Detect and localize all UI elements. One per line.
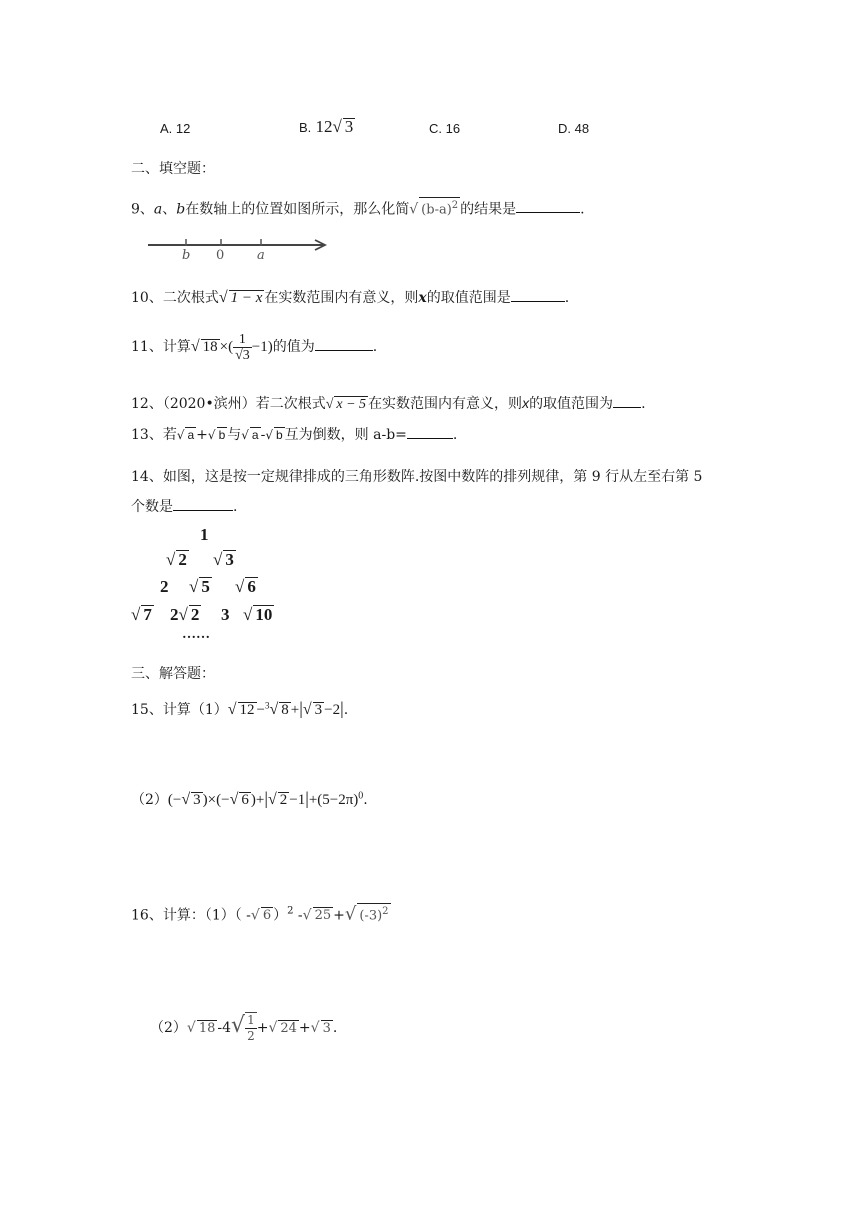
question-10: 10、二次根式√ 1 − x 在实数范围内有意义，则x的取值范围是 . <box>131 289 570 306</box>
q9-var-b: b <box>176 201 186 218</box>
q15-r2: 8 <box>281 702 289 718</box>
q16-r3-wrap: $(-3)^2$ <box>357 903 390 923</box>
q15-p2-exp: 0 <box>358 790 364 802</box>
option-b-label: B. <box>299 120 312 135</box>
axis-label-zero: 0 <box>216 248 225 263</box>
q11-radicand: 18 <box>202 339 218 355</box>
triangle-row4-item3: 3 <box>221 605 230 624</box>
q16-r2: 25 <box>314 908 332 924</box>
q11-number: 11、计算 <box>131 339 191 355</box>
q15-minus2: −2 <box>324 702 341 718</box>
question-13: 13、若√ a +√ b 与√ a -√ b 互为倒数，则 a-b= . <box>131 427 458 443</box>
q9-text2: 的结果是 <box>460 201 517 218</box>
option-b-coef: 12 <box>315 117 333 136</box>
q9-number: 9、 <box>131 201 154 218</box>
q11-fraction: $\frac{1}{√3}$ <box>235 331 250 363</box>
question-12: 12、（2020•滨州）若二次根式√ x − 5 在实数范围内有意义，则x的取值范围为 . <box>131 395 646 412</box>
q15-p2-b: )×(− <box>202 792 230 808</box>
axis-label-a: a <box>257 248 265 263</box>
q11-times: ×( <box>219 339 234 355</box>
q16-r1: 6 <box>262 908 272 924</box>
q15-minus: − <box>256 702 265 718</box>
q15-plus: + <box>290 702 300 718</box>
q10-end: . <box>564 290 570 306</box>
number-line <box>145 236 335 266</box>
section-title-solve: 三、解答题： <box>131 666 215 682</box>
q15-p2-r2: 6 <box>241 792 249 808</box>
q9-radicand: $(b-a)^2$ <box>419 197 460 217</box>
q13-end: . <box>452 427 458 443</box>
q9-answer-blank[interactable] <box>516 200 580 213</box>
q10-answer-blank[interactable] <box>511 289 565 302</box>
q13-plus: + <box>196 427 208 443</box>
q16-p2-r3: 3 <box>322 1021 331 1036</box>
option-a: A. 12 <box>160 121 191 136</box>
q12-text3: 的取值范围为 <box>529 396 614 412</box>
question-11: 11、计算√ 18 ×( $\frac{1}{√3}$ −1)的值为 . <box>131 331 378 363</box>
q12-var: x <box>522 395 530 411</box>
axis-label-b: b <box>182 248 191 263</box>
triangle-row3-item1: 2 <box>160 577 169 596</box>
q11-end: . <box>372 339 378 355</box>
q15-label: 15、计算（1） <box>131 702 228 718</box>
q11-answer-blank[interactable] <box>315 338 373 351</box>
triangle-row4-item2: 2√ 2 <box>170 605 200 624</box>
q16-plus: + <box>333 907 345 924</box>
q15-p2-r3: 2 <box>279 792 288 808</box>
q16-p2-plus2: + <box>298 1020 311 1036</box>
q9-var-a: a <box>153 201 163 218</box>
q12-end: . <box>641 396 646 412</box>
q16-label: 16、计算：（1）（ - <box>131 907 251 924</box>
q16-sq: 2 <box>287 905 294 917</box>
q9-sep: 、 <box>162 201 177 218</box>
question-16-part2: （2）√ 18 -4√ $\frac{1}{2}$ +√ 24 +√ 3 . <box>150 1013 338 1043</box>
q13-text: 13、若 <box>131 427 177 443</box>
q16-close: ） <box>273 907 288 924</box>
q16-p2-fraction: $\frac{1}{2}$ <box>247 1013 255 1043</box>
q15-p2-e: +(5−2π) <box>308 792 359 808</box>
q13-r4: b <box>275 428 283 442</box>
q16-dash: - <box>293 907 303 924</box>
triangle-row1-item1: 1 <box>200 525 209 544</box>
q10-number: 10、二次根式 <box>131 290 219 306</box>
question-15-part2: （2）(−√ 3 )×(−√ 6 )+|√ $2 -1|+(5-2\pi)^0$. <box>131 788 368 808</box>
q9-text: 在数轴上的位置如图所示，那么化简 <box>185 201 410 218</box>
q16-p2-plus: + <box>256 1020 269 1036</box>
q13-r1: a <box>187 428 195 442</box>
triangle-row4-item4: √ 10 <box>243 605 273 624</box>
q15-r1: 12 <box>239 702 255 718</box>
q13-answer-blank[interactable] <box>407 426 453 439</box>
triangle-row3-item2: √ 5 <box>189 577 210 596</box>
q14-text: 个数是 <box>131 499 173 515</box>
section-title-fill-blank: 二、填空题： <box>131 161 215 177</box>
q14-answer-blank[interactable] <box>173 498 233 511</box>
q13-r3: a <box>251 428 259 442</box>
q16-p2-minus: -4 <box>217 1020 232 1036</box>
q15-p2-label: （2） <box>131 792 168 808</box>
option-d: D. 48 <box>558 121 590 136</box>
question-14-line2 <box>131 496 237 516</box>
q11-text: 的值为 <box>272 339 315 355</box>
q16-p2-label: （2） <box>150 1020 187 1036</box>
option-b-radicand: 3 <box>344 117 354 136</box>
q10-var: x <box>418 290 427 306</box>
question-14-line1: 14、如图，这是按一定规律排成的三角形数阵.按图中数阵的排列规律，第 9 行从左至右第 5 <box>131 469 703 485</box>
q15-p2-c: )+ <box>250 792 265 808</box>
q15-index: 3 <box>264 700 270 711</box>
question-16-part1: 16、计算：（1）（ -√ 6 ）$^2$ -√ 25 +√ $(-3)^2$ <box>131 903 389 925</box>
q10-radicand: 1 − x <box>230 290 263 306</box>
q14-end: . <box>233 499 238 515</box>
q16-p2-end: . <box>332 1020 338 1036</box>
q11-tail: −1) <box>251 339 273 355</box>
q13-text2: 与 <box>227 427 242 443</box>
q10-text: 在实数范围内有意义，则 <box>264 290 419 306</box>
option-b: B. 12√ 3 <box>299 117 354 136</box>
q16-p2-r1: 18 <box>198 1021 216 1036</box>
triangle-row3-item3: √ 6 <box>235 577 256 596</box>
q13-text3: 互为倒数，则 a-b= <box>284 427 407 443</box>
triangle-dots: …… <box>182 627 210 642</box>
q15-end: . <box>343 702 349 718</box>
triangle-row2-item2: √ 3 <box>213 550 234 569</box>
question-9: 9、a、b在数轴上的位置如图所示，那么化简√ $(b-a)^2$ 的结果是 . <box>131 197 585 218</box>
q12-text2: 在实数范围内有意义，则 <box>368 396 523 412</box>
q15-p2-d: −1 <box>289 792 306 808</box>
q15-p2-r1: 3 <box>193 792 201 808</box>
q12-answer-blank[interactable] <box>613 395 641 408</box>
q12-text: 12、（2020•滨州）若二次根式 <box>131 396 326 412</box>
triangle-row2-item1: √ 2 <box>166 550 187 569</box>
q9-end: . <box>580 201 585 218</box>
q15-p2-a: (− <box>167 792 182 808</box>
q12-radicand: x − 5 <box>336 397 367 412</box>
q10-text2: 的取值范围是 <box>426 290 511 306</box>
q15-p2-end: . <box>363 792 368 808</box>
q13-minus: - <box>260 427 266 443</box>
question-15-part1: 15、计算（1）√ 12 −$^3$√ 8 +|√ 3 −2|. <box>131 698 349 718</box>
triangle-row4-item1: √ 7 <box>131 605 152 624</box>
q16-p2-r2: 24 <box>280 1021 297 1036</box>
q13-r2: b <box>218 428 226 442</box>
option-c: C. 16 <box>429 121 461 136</box>
q15-r3: 3 <box>314 702 323 718</box>
